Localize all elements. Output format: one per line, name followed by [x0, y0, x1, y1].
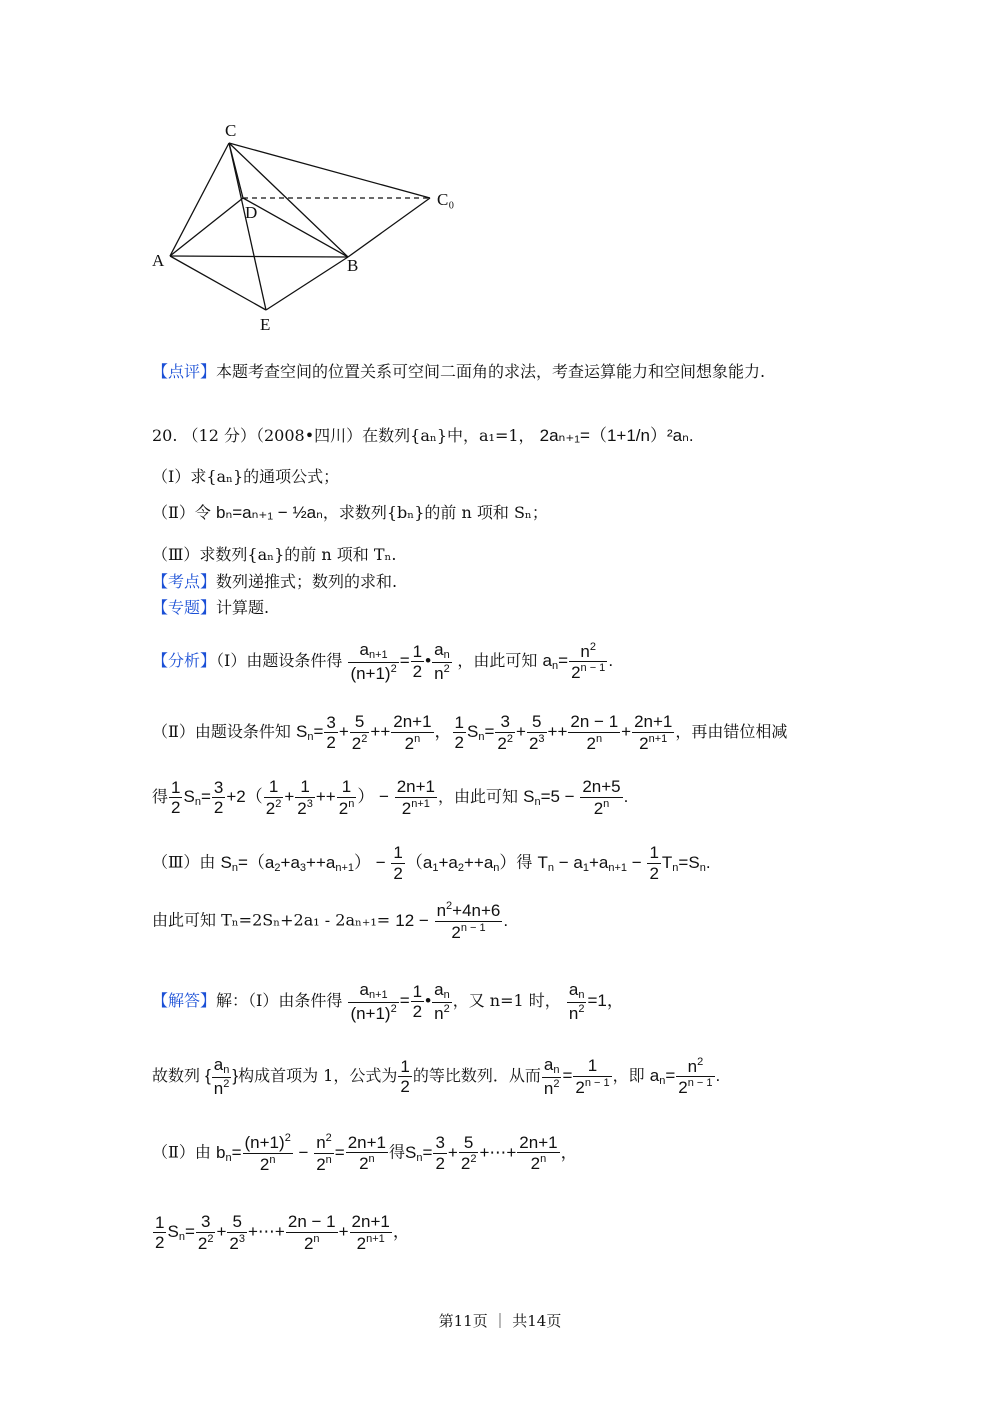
geometry-figure: [140, 110, 480, 340]
analysis-l1-mid: ，由此可知: [457, 651, 538, 671]
analysis-l2-formula: $S_n=$ $\frac{3}{2}$ + $\frac{5}{2^2}$ ++ $\frac{2n+1}{2^n}$ ， $\frac{1}{2}$ $S_n=$ $\frac{3}{2^2}$ + $\frac{5}{2^3}$ ++ $\frac{2n - 1}{2^n}$ + $\frac{2n+1}{2^{n+1}}$: [295, 712, 673, 753]
solution-line-3: [152, 1132, 578, 1174]
problem-part2: [152, 502, 548, 524]
solution-line-4: [152, 1212, 410, 1253]
analysis-l5-text: 由此可知 Tₙ=2Sₙ+2a₁ - 2aₙ₊₁=: [152, 910, 391, 930]
problem-number: 20.: [152, 426, 178, 445]
analysis-l3-formula: $\frac{1}{2}$ $S_n=$ $\frac{3}{2}$ +2（ $\frac{1}{2^2}$ + $\frac{1}{2^3}$ ++ $\frac{1}{2^n}$ ） − $\frac{2n+1}{2^{n+1}}$: [171, 777, 435, 818]
zhuanti-text: 计算题.: [216, 598, 270, 617]
solution-line-1: [152, 980, 624, 1023]
analysis-l3-result: $S_n=5$ − $\frac{2n+5}{2^n}$ .: [523, 777, 629, 818]
analysis-line-5: [152, 900, 508, 942]
solution-l2-ratio: $\frac{1}{2}$: [400, 1056, 410, 1097]
solution-l3-result: $S_n=$ $\frac{3}{2}$ + $\frac{5}{2^2}$ +⋯+ $\frac{2n+1}{2^n}$ ，: [405, 1132, 578, 1174]
solution-l2-seq: { $\frac{a_n}{n^2}$ }: [205, 1055, 239, 1098]
solution-l1-formula: $\frac{a_{n+1}}{(n+1)^2}$ = $\frac{1}{2}$ • $\frac{a_n}{n^2}$: [350, 980, 450, 1023]
analysis-l1-result: $a_n=$ $\frac{n^2}{2^{n - 1}}$ .: [542, 640, 614, 683]
analysis-l2-text: （Ⅱ）由题设条件知: [152, 722, 291, 742]
part2-pre: （Ⅱ）令: [152, 503, 211, 522]
problem-recurrence: 2aₙ₊₁=（1+1/n）²aₙ.: [539, 426, 694, 445]
problem-part1: （Ⅰ）求{aₙ}的通项公式；: [152, 467, 340, 486]
review-tag: 【点评】: [152, 362, 217, 381]
solution-l1-result: $\frac{a_n}{n^2}$ =1，: [568, 980, 624, 1023]
analysis-l4-mid: 得: [516, 852, 533, 872]
analysis-l3-pre: 得: [152, 787, 169, 807]
zhuanti-line: [152, 597, 269, 619]
analysis-l4-formula: $S_n=(a_2+a_3++a_{n+1})$ − $\frac{1}{2}$ $(a_1+a_2++a_n)$: [220, 843, 517, 883]
kaodian-text: 数列递推式；数列的求和.: [216, 572, 398, 591]
page-footer: 第11页 ｜ 共14页: [438, 1312, 562, 1330]
problem-intro: 在数列{aₙ}中，a₁=1，: [362, 426, 535, 445]
kaodian-tag: 【考点】: [152, 572, 217, 591]
problem-score: （12 分）: [182, 426, 256, 445]
analysis-l3-mid: ，由此可知: [438, 787, 519, 807]
zhuanti-tag: 【专题】: [152, 598, 217, 617]
analysis-l4-result: $T_n - a_1+a_{n+1}$ − $\frac{1}{2}$ $T_n=S_n$.: [537, 843, 711, 883]
analysis-l2-post: ，再由错位相减: [675, 722, 788, 742]
analysis-line-4: [152, 843, 711, 883]
kaodian-line: [152, 571, 397, 593]
analysis-line-2: [152, 712, 787, 753]
solution-l2-formula: $\frac{a_n}{n^2}$ = $\frac{1}{2^{n - 1}}$: [543, 1055, 610, 1098]
analysis-l4-text: （Ⅲ）由: [152, 852, 216, 872]
solution-l3-pre: （Ⅱ）由: [152, 1142, 211, 1162]
review-line: [152, 361, 765, 383]
problem-header: [152, 425, 694, 447]
analysis-line-1: [152, 640, 613, 683]
solution-l2-result: $a_n=$ $\frac{n^2}{2^{n - 1}}$ .: [649, 1055, 721, 1098]
solution-l2-ji: ，即: [612, 1066, 645, 1086]
problem-part3: （Ⅲ）求数列{aₙ}的前 n 项和 Tₙ.: [152, 545, 397, 564]
solution-l2-post: 的等比数列．从而: [412, 1066, 541, 1086]
review-text: 本题考查空间的位置关系可空间二面角的求法，考查运算能力和空间想象能力.: [216, 362, 766, 381]
label-D: D: [245, 203, 258, 222]
part2-formula: bₙ=aₙ₊₁ − ½aₙ: [215, 503, 323, 522]
solution-l3-mid: 得: [389, 1142, 406, 1162]
analysis-l1-text: （Ⅰ）由题设条件得: [216, 651, 343, 671]
label-E: E: [260, 315, 271, 334]
analysis-l5-formula: 12 − $\frac{n^2+4n+6}{2^{n - 1}}$ .: [395, 900, 509, 942]
label-C: C: [225, 121, 237, 140]
solution-l1-mid: ，又 n=1 时，: [452, 991, 561, 1011]
solution-l2-mid: 构成首项为 1，公式为: [238, 1066, 398, 1086]
solution-l4-formula: $\frac{1}{2}$ $S_n=$ $\frac{3}{2^2}$ + $\frac{5}{2^3}$ +⋯+ $\frac{2n - 1}{2^n}$ + $\frac{2n+1}{2^{n+1}}$ ，: [155, 1212, 410, 1253]
label-C0: C₀: [437, 190, 455, 209]
solution-l1-text: 解：（Ⅰ）由条件得: [216, 991, 343, 1011]
analysis-l1-formula: $\frac{a_{n+1}}{(n+1)^2}$ = $\frac{1}{2}$ • $\frac{a_n}{n^2}$: [350, 640, 450, 683]
analysis-tag: 【分析】: [152, 651, 217, 671]
analysis-line-3: [152, 777, 628, 818]
label-B: B: [347, 256, 359, 275]
solution-l2-pre: 故数列: [152, 1066, 201, 1086]
solution-line-2: [152, 1055, 720, 1098]
part2-post: ，求数列{bₙ}的前 n 项和 Sₙ；: [322, 503, 548, 522]
solution-tag: 【解答】: [152, 991, 217, 1011]
label-A: A: [152, 251, 165, 270]
problem-source: （2008•四川）: [256, 426, 363, 445]
solution-l3-formula: $b_n=$ $\frac{(n+1)^2}{2^n}$ − $\frac{n^2}{2^n}$ = $\frac{2n+1}{2^n}$: [215, 1132, 387, 1174]
